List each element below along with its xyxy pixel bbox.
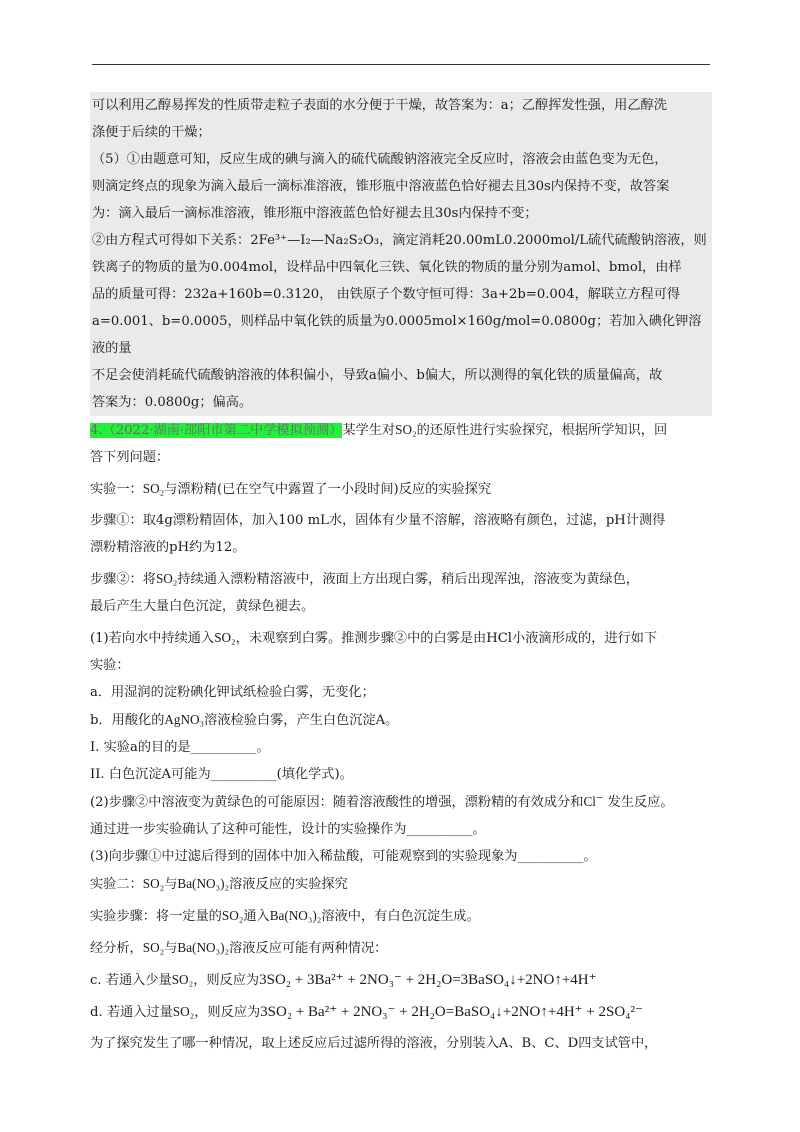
question-1-line: 实验：	[90, 658, 130, 673]
experiment-2-title	[90, 870, 712, 898]
chem-so2: SO₂	[214, 630, 236, 645]
text: (2)步骤②中溶液变为黄绿色的可能原因：随着溶液酸性的增强，漂粉精的有效成分和	[90, 795, 584, 810]
text: 与	[164, 941, 178, 956]
chem-so2: SO₂	[155, 571, 178, 586]
text: ，则反应为	[194, 1005, 261, 1020]
chem-so2: SO₂	[142, 481, 165, 496]
chem-so2: SO₂	[171, 972, 194, 987]
answer-line: （5）①由题意可知，反应生成的碘与滴入的硫代硫酸钠溶液完全反应时，溶液会由蓝色变为无色，	[92, 152, 668, 167]
answer-block	[90, 92, 712, 416]
question-number: 4.	[90, 423, 103, 438]
question-3-line: (3)向步骤①中过滤后得到的固体中加入稀盐酸，可能观察到的实验现象为__________。	[90, 849, 597, 864]
answer-line: 涤便于后续的干燥；	[92, 125, 211, 140]
answer-line: a=0.001、b=0.0005，则样品中氧化铁的质量为0.0005mol×160g/mol=0.0800g；若加入碘化钾溶液的量	[92, 314, 702, 356]
text: (1)若向水中持续通入	[90, 631, 215, 646]
question-header	[90, 416, 712, 444]
text: 溶液反应可能有两种情况：	[229, 941, 388, 956]
answer-line: 为：滴入最后一滴标准溶液，锥形瓶中溶液蓝色恰好褪去且30s内保持不变；	[92, 206, 538, 221]
label: 实验二：	[90, 877, 143, 892]
question-intro-line: 答下列问题：	[90, 450, 170, 465]
chem-agno3: AgNO₃	[164, 712, 205, 727]
text: 与	[164, 877, 178, 892]
analysis-line	[90, 934, 712, 962]
step-1-line: 漂粉精溶液的pH约为12。	[90, 540, 246, 555]
page-content	[90, 92, 712, 1057]
answer-line: 品的质量可得：232a+160b=0.3120， 由铁原子个数守恒可得：3a+2b=0.004，解联立方程可得	[92, 287, 681, 302]
case-c-line	[90, 966, 712, 994]
text: 步骤②：将	[90, 572, 156, 587]
answer-line: ②由方程式可得如下关系：2Fe³⁺—I₂—Na₂S₂O₃，滴定消耗20.00mL0.2000mol/L硫代硫酸钠溶液，则	[92, 233, 707, 248]
header-rule	[92, 64, 710, 65]
text: c. 若通入少量	[90, 973, 172, 988]
text: 发生反应。	[607, 795, 674, 810]
chem-so2: SO₂	[142, 876, 165, 891]
chem-bano3: Ba(NO₃)₂	[177, 876, 230, 891]
chem-bano3: Ba(NO₃)₂	[177, 940, 230, 955]
text: 经分析，	[90, 941, 143, 956]
case-d-line	[90, 998, 712, 1026]
final-line: 为了探究发生了哪一种情况，取上述反应后过滤所得的溶液，分别装入A、B、C、D四支试管中，	[90, 1036, 658, 1051]
text: d. 若通入过量	[90, 1005, 173, 1020]
answer-line: 可以利用乙醇易挥发的性质带走粒子表面的水分便于干燥，故答案为：a；乙醇挥发性强，用乙醇洗	[92, 98, 667, 113]
equation-c: 3SO₂ + 3Ba²⁺ + 2NO₃⁻ + 2H₂O=3BaSO₄↓+2NO↑+4H⁺	[259, 972, 597, 988]
answer-line: 则滴定终点的现象为滴入最后一滴标准溶液，锥形瓶中溶液蓝色恰好褪去且30s内保持不变，故答案	[92, 179, 670, 194]
answer-line: 答案为：0.0800g；偏高。	[92, 395, 253, 410]
text: 溶液检验白雾，产生白色沉淀A。	[204, 713, 399, 728]
experiment-2-step	[90, 902, 712, 930]
question-source-tag: （2022·湖南·邵阳市第二中学模拟预测）	[102, 423, 343, 438]
text: 与漂粉精(已在空气中露置了一小段时间)反应的实验探究	[164, 482, 492, 497]
equation-d: 3SO₂ + Ba²⁺ + 2NO₃⁻ + 2H₂O=BaSO₄↓+2NO↑+4H⁺ + 2SO₄²⁻	[260, 1004, 643, 1020]
question-intro: 某学生对	[342, 423, 396, 438]
chem-cl: Cl	[583, 794, 596, 809]
text: 实验步骤：将一定量的	[90, 909, 222, 924]
chem-so2: SO₂	[395, 422, 417, 437]
chem-so2: SO₂	[142, 940, 165, 955]
text: 通入	[243, 909, 270, 924]
step-1-line: 步骤①：取4g漂粉精固体，加入100 mL水，固体有少量不溶解，溶液略有颜色，过滤，pH计测得	[90, 513, 666, 528]
experiment-1-title	[90, 475, 712, 503]
chem-so2: SO₂	[221, 908, 244, 923]
step-2-line: 最后产生大量白色沉淀，黄绿色褪去。	[90, 599, 315, 614]
item-a: a．用湿润的淀粉碘化钾试纸检验白雾，无变化；	[90, 685, 375, 700]
sub-question-i: I. 实验a的目的是__________。	[90, 740, 270, 755]
text: ，则反应为	[193, 973, 260, 988]
text: 溶液反应的实验探究	[229, 877, 348, 892]
chem-so2: SO₂	[172, 1004, 195, 1019]
text: b．用酸化的	[90, 713, 165, 728]
answer-line: 铁离子的物质的量为0.004mol，设样品中四氧化三铁、氧化铁的物质的量分别为amol、bmol，由样	[92, 260, 682, 275]
text: 溶液中，有白色沉淀生成。	[321, 909, 480, 924]
label: 实验一：	[90, 482, 143, 497]
step-2-line	[90, 565, 712, 593]
answer-line: 不足会使消耗硫代硫酸钠溶液的体积偏小，导致a偏小、b偏大，所以测得的氧化铁的质量偏高，故	[92, 368, 663, 383]
question-intro: 的还原性进行实验探究，根据所学知识，回	[416, 423, 668, 438]
sub-question-ii: II. 白色沉淀A可能为__________(填化学式)。	[90, 767, 353, 782]
question-2-line: (2)步骤②中溶液变为黄绿色的可能原因：随着溶液酸性的增强，漂粉精的有效成分和Cl− 发生反应。	[90, 793, 674, 810]
question-1-line	[90, 624, 712, 652]
text: ，未观察到白雾。推测步骤②中的白雾是由HCl小液滴形成的，进行如下	[235, 631, 658, 646]
question-2-line: 通过进一步实验确认了这种可能性，设计的实验操作为__________。	[90, 822, 486, 837]
chem-bano3: Ba(NO₃)₂	[269, 908, 322, 923]
item-b	[90, 706, 712, 734]
text: 持续通入漂粉精溶液中，液面上方出现白雾，稍后出现浑浊，溶液变为黄绿色，	[177, 572, 639, 587]
